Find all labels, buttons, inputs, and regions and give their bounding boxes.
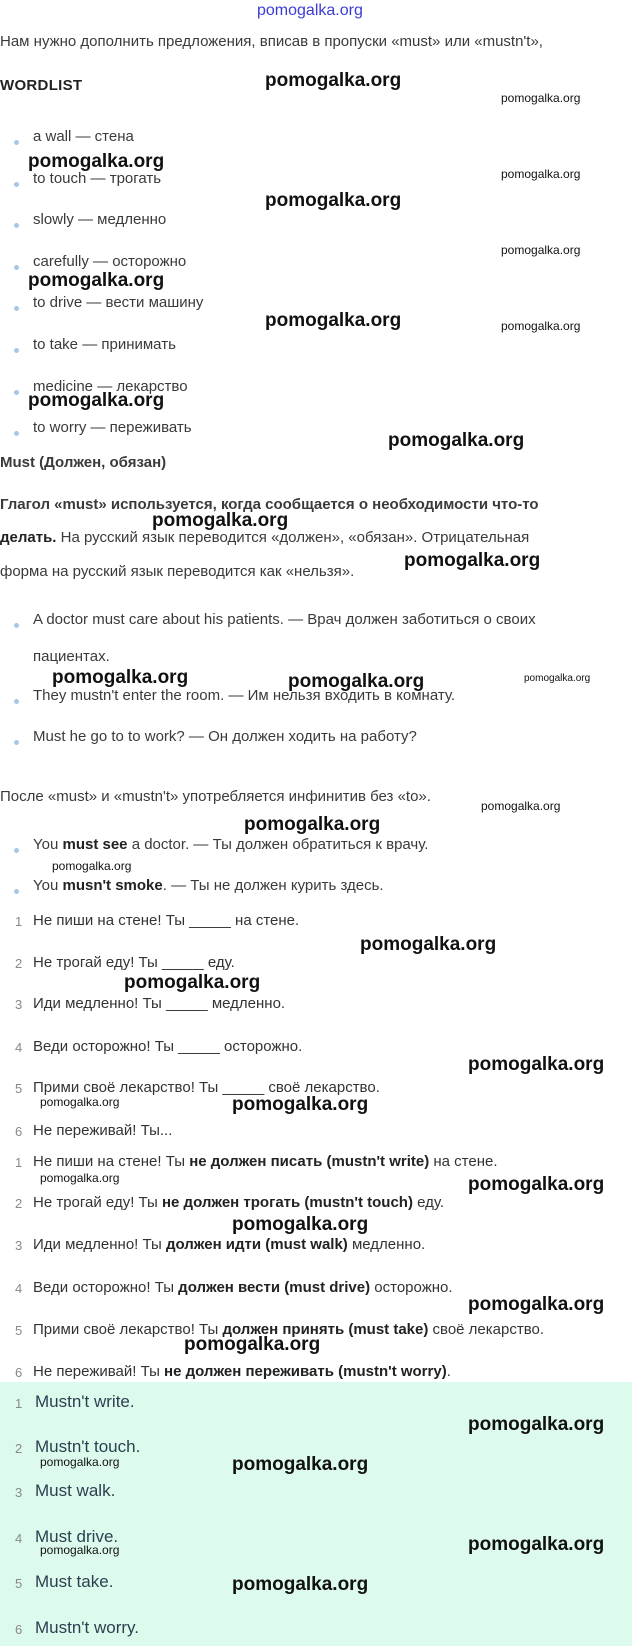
example-item [33, 877, 384, 894]
watermark: pomogalka.org [124, 972, 261, 993]
solution-number: 3 [15, 1238, 23, 1253]
solution-text: своё лекарство. [428, 1321, 545, 1338]
grammar-title: Must (Должен, обязан) [0, 454, 167, 471]
watermark: pomogalka.org [501, 243, 581, 257]
watermark: pomogalka.org [52, 667, 189, 688]
watermark: pomogalka.org [265, 190, 402, 211]
watermark: pomogalka.org [40, 1455, 120, 1469]
solution-number: 2 [15, 1196, 23, 1211]
bullet-icon [14, 431, 19, 436]
answer-item: Mustn't write. [35, 1392, 135, 1411]
watermark: pomogalka.org [232, 1454, 369, 1475]
example-item [33, 836, 428, 853]
example-text: You [33, 836, 63, 853]
watermark: pomogalka.org [52, 859, 132, 873]
answer-number: 1 [15, 1396, 23, 1411]
example-item-cont: пациентах. [33, 648, 110, 665]
site-logo: pomogalka.org [257, 2, 363, 19]
exercise-number: 6 [15, 1124, 23, 1139]
bullet-icon [14, 390, 19, 395]
solution-text: медленно. [347, 1236, 426, 1253]
answer-number: 3 [15, 1485, 23, 1500]
solution-item [33, 1236, 425, 1253]
bullet-icon [14, 848, 19, 853]
solution-item [33, 1194, 444, 1211]
watermark: pomogalka.org [481, 799, 561, 813]
solution-bold: должен принять (must take) [222, 1321, 429, 1338]
bullet-icon [14, 740, 19, 745]
exercise-item: Не пиши на стене! Ты _____ на стене. [33, 912, 300, 929]
watermark: pomogalka.org [288, 671, 425, 692]
solution-item [33, 1363, 451, 1380]
answer-item: Mustn't touch. [35, 1437, 141, 1456]
watermark: pomogalka.org [388, 430, 525, 451]
watermark: pomogalka.org [232, 1094, 369, 1115]
solution-number: 5 [15, 1323, 23, 1338]
watermark: pomogalka.org [501, 91, 581, 105]
list-item: a wall — стена [33, 128, 134, 145]
bullet-icon [14, 182, 19, 187]
solution-item [33, 1279, 453, 1296]
answer-number: 2 [15, 1441, 23, 1456]
solution-text: Не пиши на стене! Ты [33, 1153, 190, 1170]
exercise-number: 3 [15, 997, 23, 1012]
solution-bold: не должен писать (mustn't write) [189, 1153, 430, 1170]
watermark: pomogalka.org [468, 1174, 605, 1195]
bullet-icon [14, 306, 19, 311]
exercise-item: Веди осторожно! Ты _____ осторожно. [33, 1038, 303, 1055]
grammar-line: Глагол «must» используется, когда сообщается о необходимости что-то [0, 496, 539, 513]
exercise-number: 4 [15, 1040, 23, 1055]
answer-number: 5 [15, 1576, 23, 1591]
watermark: pomogalka.org [40, 1543, 120, 1557]
bullet-icon [14, 223, 19, 228]
watermark: pomogalka.org [524, 673, 591, 684]
watermark: pomogalka.org [28, 151, 165, 172]
bullet-icon [14, 140, 19, 145]
solution-bold: не должен трогать (mustn't touch) [161, 1194, 413, 1211]
watermark: pomogalka.org [501, 319, 581, 333]
solution-number: 4 [15, 1281, 23, 1296]
solution-bold: не должен переживать (mustn't worry) [164, 1363, 447, 1380]
watermark: pomogalka.org [40, 1171, 120, 1185]
exercise-number: 5 [15, 1081, 23, 1096]
solution-text: Не переживай! Ты [33, 1363, 165, 1380]
watermark: pomogalka.org [152, 510, 289, 531]
list-item: to take — принимать [33, 336, 176, 353]
solution-bold: должен вести (must drive) [178, 1279, 371, 1296]
watermark: pomogalka.org [501, 167, 581, 181]
exercise-item: Иди медленно! Ты _____ медленно. [33, 995, 286, 1012]
example-text: You [33, 877, 63, 894]
solution-text: . [446, 1363, 451, 1380]
example-item: They mustn't enter the room. — Им нельзя входить в комнату. [33, 687, 456, 704]
answer-item: Must drive. [35, 1527, 119, 1546]
bullet-icon [14, 623, 19, 628]
bullet-icon [14, 699, 19, 704]
solution-text: осторожно. [370, 1279, 453, 1296]
list-item: to touch — трогать [33, 170, 162, 187]
solution-text: Иди медленно! Ты [33, 1236, 166, 1253]
exercise-item: Не трогай еду! Ты _____ еду. [33, 954, 235, 971]
bullet-icon [14, 348, 19, 353]
example-text: a doctor. — Ты должен обратиться к врачу. [127, 836, 429, 853]
exercise-item: Не переживай! Ты... [33, 1122, 173, 1139]
intro-text: Нам нужно дополнить предложения, вписав в пропуски «must» или «mustn't», [0, 33, 543, 50]
watermark: pomogalka.org [184, 1334, 321, 1355]
answer-number: 4 [15, 1531, 23, 1546]
watermark: pomogalka.org [40, 1095, 120, 1109]
list-item: slowly — медленно [33, 211, 167, 228]
watermark: pomogalka.org [360, 934, 497, 955]
solution-item [33, 1153, 498, 1170]
bullet-icon [14, 265, 19, 270]
watermark: pomogalka.org [232, 1574, 369, 1595]
solution-text: еду. [412, 1194, 445, 1211]
list-item: medicine — лекарство [33, 378, 188, 395]
watermark: pomogalka.org [468, 1054, 605, 1075]
solution-text: Не трогай еду! Ты [33, 1194, 162, 1211]
example-text: . — Ты не должен курить здесь. [162, 877, 384, 894]
solution-text: на стене. [429, 1153, 498, 1170]
grammar-line: форма на русский язык переводится как «нельзя». [0, 563, 355, 580]
list-item: to worry — переживать [33, 419, 192, 436]
after-note: После «must» и «mustn't» употребляется инфинитив без «to». [0, 788, 431, 805]
watermark: pomogalka.org [232, 1214, 369, 1235]
example-item: A doctor must care about his patients. — Врач должен заботиться о своих [33, 611, 536, 628]
list-item: to drive — вести машину [33, 294, 204, 311]
answer-item: Must take. [35, 1572, 114, 1591]
answer-item: Must walk. [35, 1481, 116, 1500]
wordlist-title: WORDLIST [0, 77, 83, 94]
exercise-number: 1 [15, 914, 23, 929]
watermark: pomogalka.org [28, 270, 165, 291]
grammar-text: На русский язык переводится «должен», «обязан». Отрицательная [56, 529, 530, 546]
solution-bold: должен идти (must walk) [165, 1236, 348, 1253]
watermark: pomogalka.org [244, 814, 381, 835]
watermark: pomogalka.org [404, 550, 541, 571]
exercise-number: 2 [15, 956, 23, 971]
watermark: pomogalka.org [265, 310, 402, 331]
list-item: carefully — осторожно [33, 253, 187, 270]
example-bold: musn't smoke [62, 877, 163, 894]
watermark: pomogalka.org [468, 1294, 605, 1315]
solution-text: Веди осторожно! Ты [33, 1279, 179, 1296]
answer-number: 6 [15, 1622, 23, 1637]
grammar-bold: делать. [0, 529, 57, 546]
solution-number: 1 [15, 1155, 23, 1170]
solution-text: Прими своё лекарство! Ты [33, 1321, 223, 1338]
watermark: pomogalka.org [468, 1534, 605, 1555]
example-item: Must he go to to work? — Он должен ходить на работу? [33, 728, 417, 745]
exercise-item: Прими своё лекарство! Ты _____ своё лекарство. [33, 1079, 380, 1096]
watermark: pomogalka.org [28, 390, 165, 411]
watermark: pomogalka.org [468, 1414, 605, 1435]
bullet-icon [14, 889, 19, 894]
watermark: pomogalka.org [265, 70, 402, 91]
answer-item: Mustn't worry. [35, 1618, 140, 1637]
solution-number: 6 [15, 1365, 23, 1380]
example-bold: must see [62, 836, 128, 853]
